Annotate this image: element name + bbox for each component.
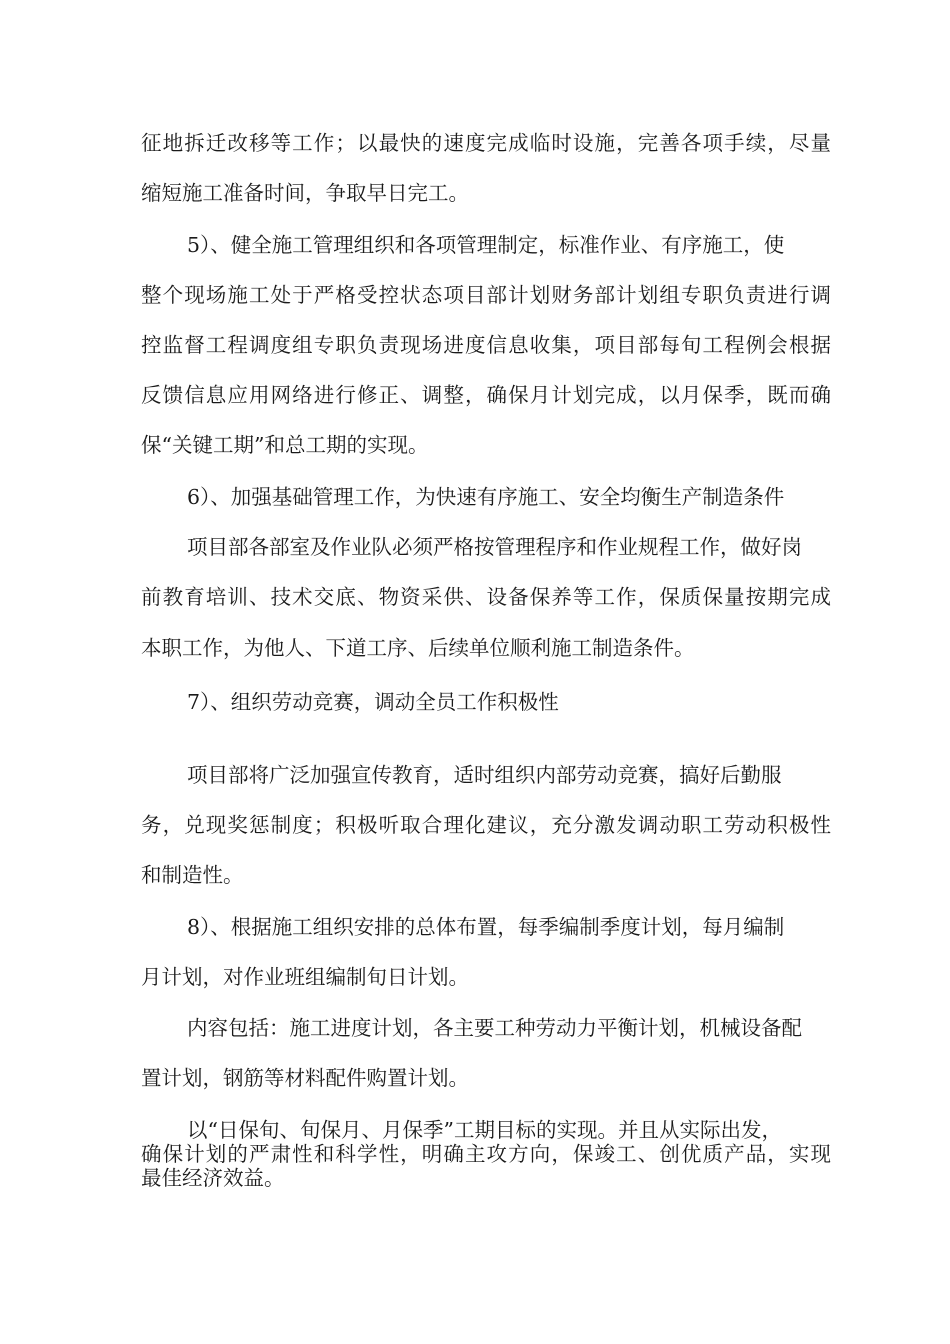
text-line: 和制造性。 [141,863,244,887]
text-line: 征地拆迁改移等工作；以最快的速度完成临时设施，完善各项手续，尽量 [141,131,831,155]
text-line: 控监督工程调度组专职负责现场进度信息收集，项目部每旬工程例会根据 [141,333,831,357]
text-line: 缩短施工准备时间，争取早日完工。 [141,181,469,205]
text-line: 内容包括：施工进度计划，各主要工种劳动力平衡计划，机械设备配 [187,1016,802,1040]
text-line: 整个现场施工处于严格受控状态项目部计划财务部计划组专职负责进行调 [141,283,831,307]
text-line: 本职工作，为他人、下道工序、后续单位顺利施工制造条件。 [141,636,695,660]
text-line: 置计划，钢筋等材料配件购置计划。 [141,1066,469,1090]
text-line: 项目部各部室及作业队必须严格按管理程序和作业规程工作，做好岗 [187,535,802,559]
text-line: 确保计划的严肃性和科学性，明确主攻方向，保竣工、创优质产品，实现 [141,1142,831,1166]
text-line: 以“日保旬、旬保月、月保季”工期目标的实现。并且从实际出发， [187,1118,782,1142]
text-line: 务，兑现奖惩制度；积极听取合理化建议，充分激发调动职工劳动积极性 [141,813,831,837]
text-line: 反馈信息应用网络进行修正、调整，确保月计划完成，以月保季，既而确 [141,383,831,407]
text-line: 7）、组织劳动竞赛，调动全员工作积极性 [187,690,559,714]
text-line: 5）、健全施工管理组织和各项管理制定，标准作业、有序施工，使 [187,233,785,257]
text-line: 保“关键工期”和总工期的实现。 [141,433,429,457]
text-line: 6）、加强基础管理工作，为快速有序施工、安全均衡生产制造条件 [187,485,785,509]
text-line: 项目部将广泛加强宣传教育，适时组织内部劳动竞赛，搞好后勤服 [187,763,782,787]
text-line: 月计划，对作业班组编制旬日计划。 [141,965,469,989]
text-line: 前教育培训、技术交底、物资采供、设备保养等工作，保质保量按期完成 [141,585,831,609]
text-line: 最佳经济效益。 [141,1166,285,1190]
text-line: 8）、根据施工组织安排的总体布置，每季编制季度计划，每月编制 [187,915,785,939]
